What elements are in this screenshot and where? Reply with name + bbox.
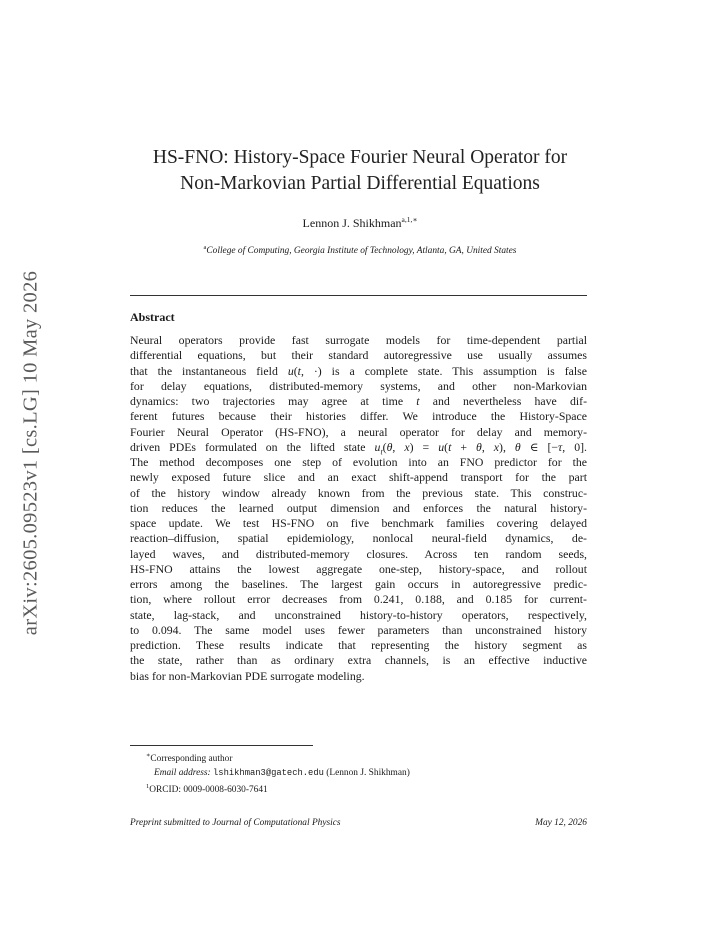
footnote-corresponding: ∗Corresponding author bbox=[146, 752, 233, 764]
abstract-line: driven PDEs formulated on the lifted state $u_t(\theta$, x) = u(t + θ, x), θ ∈ [−τ, 0]. bbox=[130, 439, 588, 457]
abstract-line: Fourier Neural Operator (HS-FNO), a neural operator for delay and memory- bbox=[130, 424, 587, 439]
abstract-line: layed waves, and distributed-memory closures. Across ten random seeds, bbox=[130, 546, 587, 561]
abstract-line: space update. We test HS-FNO on five benchmark families covering delayed bbox=[130, 516, 587, 530]
title-line-1: HS-FNO: History-Space Fourier Neural Operator for bbox=[152, 147, 568, 168]
arxiv-identifier-sidebar bbox=[14, 258, 48, 648]
abstract-line: tion, where rollout error decreases from 0.241, 0.188, and 0.185 for current- bbox=[130, 592, 587, 607]
footnote-email: Email address: lshikhman3@gatech.edu (Lennon J. Shikhman) bbox=[154, 767, 410, 778]
paper-title bbox=[110, 145, 610, 197]
author-line bbox=[130, 212, 590, 231]
abstract-line: newly exposed future slice and an exact shift-append transport for the part bbox=[130, 470, 587, 485]
abstract-line: differential equations, but their standard autoregressive use usually assumes bbox=[130, 348, 587, 363]
abstract-heading: Abstract bbox=[130, 310, 175, 324]
affiliation-text: College of Computing, Georgia Institute of Technology, Atlanta, GA, United States bbox=[206, 246, 517, 256]
abstract-line: reaction–diffusion, spatial epidemiology, nonlocal neural-field dynamics, de- bbox=[130, 531, 587, 546]
author-affiliation-marks: a,1,∗ bbox=[401, 215, 418, 224]
journal-footer: Preprint submitted to Journal of Computational Physics bbox=[130, 818, 341, 828]
abstract-line: for delay equations, distributed-memory systems, and other non-Markovian bbox=[130, 378, 587, 393]
abstract-line: HS-FNO attains the lowest aggregate one-step, history-space, and rollout bbox=[130, 561, 587, 576]
abstract-line: of the history window already known from the previous state. This construc- bbox=[130, 485, 587, 500]
abstract-line: tion reduces the learned output dimension and enforces the natural history- bbox=[130, 500, 587, 515]
abstract-line: the state, rather than as ordinary extra channels, is an effective inductive bbox=[130, 653, 587, 668]
affiliation-line bbox=[130, 241, 590, 258]
author-name: Lennon J. Shikhman bbox=[302, 216, 402, 230]
date-footer: May 12, 2026 bbox=[535, 818, 587, 828]
email-address-link[interactable]: lshikhman3@gatech.edu bbox=[213, 767, 324, 778]
title-line-2: Non-Markovian Partial Differential Equations bbox=[180, 173, 540, 194]
arxiv-identifier: arXiv:2605.09523v1 [cs.LG] 10 May 2026 bbox=[19, 270, 42, 636]
footnotes bbox=[146, 749, 586, 798]
abstract-line: state, lag-stack, and unconstrained history-to-history operators, respectively, bbox=[130, 607, 587, 622]
abstract-line: Neural operators provide fast surrogate models for time-dependent partial bbox=[130, 333, 587, 347]
abstract-body bbox=[130, 333, 587, 684]
abstract-line: errors among the baselines. The largest gain occurs in autoregressive predic- bbox=[130, 577, 587, 591]
footnote-orcid: $^1$ORCID: 0009-0008-6030-7641 bbox=[146, 783, 268, 795]
header-rule bbox=[130, 295, 587, 296]
affiliation-mark: a bbox=[203, 244, 207, 251]
abstract-line: to 0.094. The same model uses fewer parameters than unconstrained history bbox=[130, 622, 587, 637]
footnote-rule bbox=[130, 745, 313, 746]
abstract-line: that the instantaneous field u(t, ·) is a complete state. This assumption is false bbox=[130, 363, 587, 378]
abstract-line: The method decomposes one step of evolution into an FNO predictor for the bbox=[130, 455, 587, 469]
abstract-line: dynamics: two trajectories may agree at time t and nevertheless have dif- bbox=[130, 394, 588, 408]
abstract-line: ferent futures because their histories differ. We introduce the History-Space bbox=[130, 409, 587, 424]
abstract-line: bias for non-Markovian PDE surrogate modeling. bbox=[130, 668, 365, 683]
abstract-line: prediction. These results indicate that representing the history segment as bbox=[130, 638, 587, 652]
